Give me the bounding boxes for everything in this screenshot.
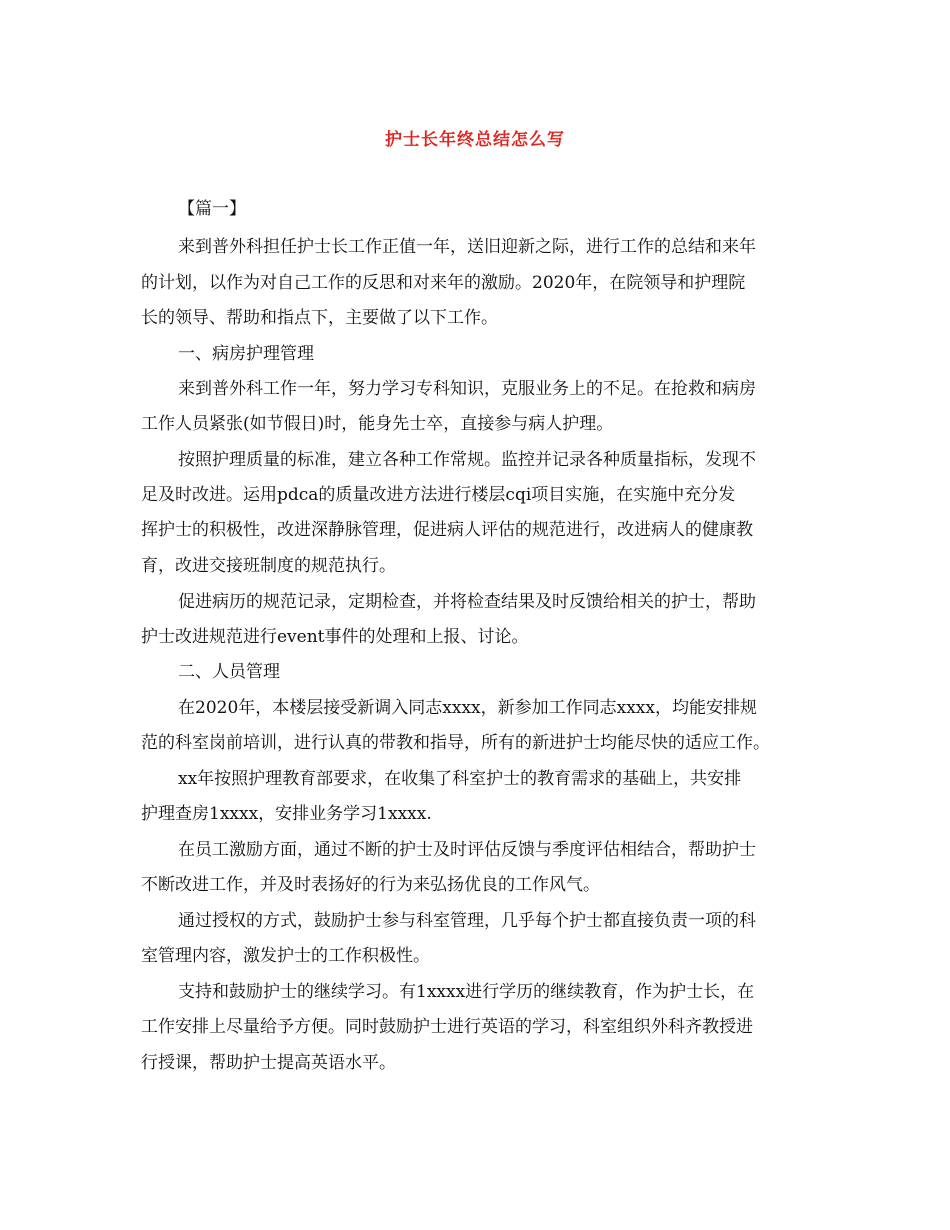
paragraph-line: 足及时改进。运用pdca的质量改进方法进行楼层cqi项目实施，在实施中充分发 [141,485,736,505]
paragraph-line: 育，改进交接班制度的规范执行。 [141,556,396,576]
paragraph-line: 护理查房1xxxx，安排业务学习1xxxx. [141,804,432,824]
paragraph-line: 范的科室岗前培训，进行认真的带教和指导，所有的新进护士均能尽快的适应工作。 [141,733,770,753]
paragraph-line: 工作安排上尽量给予方便。同时鼓励护士进行英语的学习，科室组织外科齐教授进 [141,1017,753,1037]
paragraph-line: 按照护理质量的标准，建立各种工作常规。监控并记录各种质量指标，发现不 [178,450,756,470]
paragraph-line: 来到普外科担任护士长工作正值一年，送旧迎新之际，进行工作的总结和来年 [178,237,756,257]
section-heading: 二、人员管理 [178,662,280,682]
paragraph-line: 通过授权的方式，鼓励护士参与科室管理，几乎每个护士都直接负责一项的科 [178,911,756,931]
document-title: 护士长年终总结怎么写 [385,130,565,150]
paragraph-line: 挥护士的积极性，改进深静脉管理，促进病人评估的规范进行，改进病人的健康教 [141,520,753,540]
section-marker: 【篇一】 [178,199,246,219]
paragraph-line: 行授课，帮助护士提高英语水平。 [141,1053,396,1073]
section-heading: 一、病房护理管理 [178,344,314,364]
paragraph-line: 在员工激励方面，通过不断的护士及时评估反馈与季度评估相结合，帮助护士 [178,840,756,860]
paragraph-line: 不断改进工作，并及时表扬好的行为来弘扬优良的工作风气。 [141,875,600,895]
paragraph-line: 护士改进规范进行event事件的处理和上报、讨论。 [141,627,529,647]
paragraph-line: 工作人员紧张(如节假日)时，能身先士卒，直接参与病人护理。 [141,414,614,434]
paragraph-line: xx年按照护理教育部要求，在收集了科室护士的教育需求的基础上，共安排 [178,769,742,789]
paragraph-line: 长的领导、帮助和指点下，主要做了以下工作。 [141,308,498,328]
paragraph-line: 促进病历的规范记录，定期检查，并将检查结果及时反馈给相关的护士，帮助 [178,592,756,612]
paragraph-line: 在2020年，本楼层接受新调入同志xxxx，新参加工作同志xxxx，均能安排规 [178,698,757,718]
paragraph-line: 来到普外科工作一年，努力学习专科知识，克服业务上的不足。在抢救和病房 [178,379,756,399]
paragraph-line: 支持和鼓励护士的继续学习。有1xxxx进行学历的继续教育，作为护士长，在 [178,982,755,1002]
paragraph-line: 室管理内容，激发护士的工作积极性。 [141,946,430,966]
paragraph-line: 的计划，以作为对自己工作的反思和对来年的激励。2020年，在院领导和护理院 [141,273,746,293]
